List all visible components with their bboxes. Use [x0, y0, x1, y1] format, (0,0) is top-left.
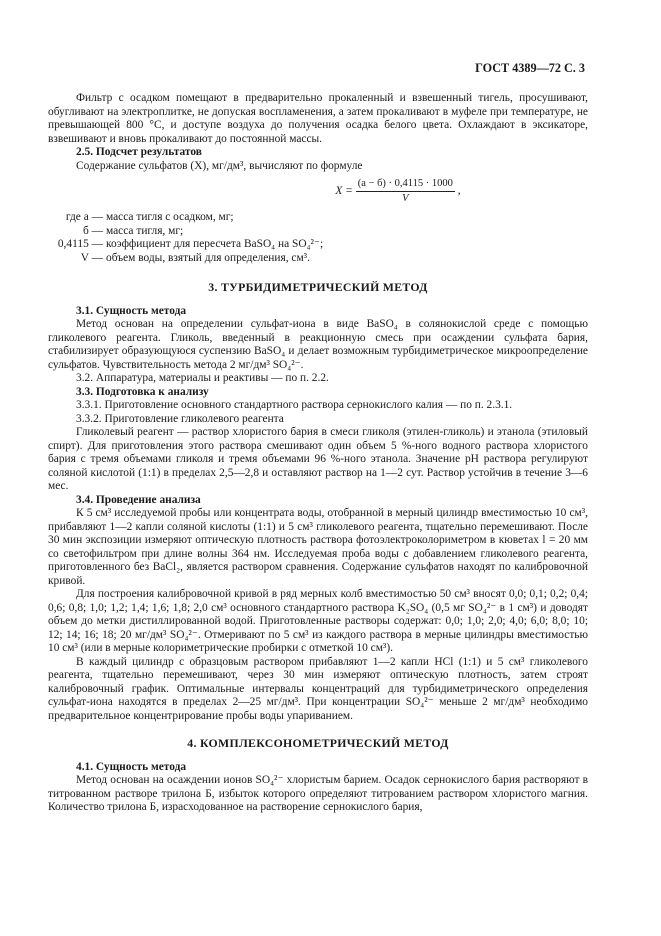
page-header: ГОСТ 4389—72 С. 3 — [475, 61, 585, 75]
definition-symbol: V — — [80, 251, 103, 264]
section-4-1-title: 4.1. Сущность метода — [76, 760, 187, 773]
definition-symbol: 0,4115 — — [57, 238, 103, 250]
definition-text: масса тигля с осадком, мг; — [106, 211, 234, 223]
definition-text: масса тигля, мг; — [106, 224, 184, 237]
section-3-2-text: 3.2. Аппаратура, материалы и реактивы — по п. 2.2. — [76, 372, 329, 384]
section-3-4-paragraph-2: Для построения калибровочной кривой в ряд мерных колб вместимостью 50 см³ вносят 0,0; 0,1; 0,2; 0,4; 0,6; 0,8; 1,0; 1,2; 1,4; 1,6; 1,8; 2,0 см³ основного стандартного раствора K₂SO₄ (0,5 мг SO₄²⁻ в 1 см³) и доводят объем до метки дистиллированной водой. Приготовленные растворы содержат: 0,0; 1,0; 2,0; 4,0; 6,0; 8,0; 10; 12; 14; 16; 18; 20 мг/дм³ SO₄²⁻. Отмеривают по 5 см³ из каждого раствора в мерные цилиндры вместимостью 10 см³ (или в мерные колориметрические пробирки с отметкой 10 см³). — [48, 588, 588, 654]
section-3-1-title: 3.1. Сущность метода — [76, 304, 187, 317]
document-body — [48, 0, 588, 815]
section-3-3-2-text: Гликолевый реагент — раствор хлористого бария в смеси гликоля (этилен-гликоль) и этанола (этиловый спирт). Для приготовления этого раствора смешивают один объем 5 %-ного водного раствора хлористого бария с тремя объемами гликоля и тремя объемами 96 %-ного этанола. Значение pH раствора регулируют соляной кислотой (1:1) в пределах 2,5—2,8 и оставляют раствор на 1—2 сут. Раствор устойчив в течение 3—6 мес. — [48, 426, 588, 492]
section-3-3-title: 3.3. Подготовка к анализу — [76, 385, 209, 398]
section-3-4-title: 3.4. Проведение анализа — [76, 493, 201, 506]
formula-tail: , — [457, 184, 461, 197]
section-2-5-text: Содержание сульфатов (X), мг/дм³, вычисляют по формуле — [76, 159, 363, 172]
definition-symbol: где a — — [65, 211, 103, 223]
section-3-1-text: Метод основан на определении сульфат-иона в виде BaSO₄ в солянокислой среде с помощью гликолевого реагента. Гликоль, введенный в реакционную смесь при осаждении сульфата бария, стабилизирует образующуюся суспензию BaSO₄ и делает возможным турбидиметрическое микроопределение сульфатов. Чувствительность метода 2 мг/дм³ SO₄²⁻. — [48, 318, 588, 371]
definition-text: объем воды, взятый для определения, см³. — [106, 251, 310, 264]
definition-row — [48, 252, 588, 266]
formula-lhs: X = — [335, 184, 353, 197]
formula-numerator: (a − б) · 0,4115 · 1000 — [356, 177, 455, 192]
intro-paragraph: Фильтр с осадком помещают в предварительно прокаленный и взвешенный тигель, просушивают, обугливают на электроплитке, не допуская воспламенения, а затем прокаливают в муфеле при температуре, не превышающей 800 °С, и доступе воздуха до получения осадка белого цвета. Охлаждают в эксикаторе, взвешивают и вновь прокаливают до постоянной массы. — [48, 92, 588, 145]
definition-row — [48, 211, 588, 225]
section-4-1-text: Метод основан на осаждении ионов SO₄²⁻ хлористым барием. Осадок сернокислого бария растворяют в титрованном растворе трилона Б, избыток которого определяют титрованием раствором хлористого магния. Количество трилона Б, израсходованное на растворение сернокислого бария, — [48, 774, 588, 813]
definition-row — [48, 225, 588, 239]
formula-fraction — [356, 177, 455, 205]
section-3-3-2-title: 3.3.2. Приготовление гликолевого реагента — [76, 412, 284, 425]
definition-text: коэффициент для пересчета BaSO₄ на SO₄²⁻; — [106, 238, 324, 250]
definition-row — [48, 238, 588, 252]
section-3-heading: 3. ТУРБИДИМЕТРИЧЕСКИЙ МЕТОД — [208, 280, 428, 294]
section-3-4-paragraph-3: В каждый цилиндр с образцовым раствором прибавляют 1—2 капли HCl (1:1) и 5 см³ гликолевого реагента, тщательно перемешивают, через 30 мин измеряют оптическую плотность, затем строят калибровочный график. Оптимальные интервалы концентраций для турбидиметрического определения сульфат-иона находятся в пределах 2—25 мг/дм³. При концентрации SO₄²⁻ меньше 2 мг/дм³ необходимо предварительное концентрирование пробы воды упариванием. — [48, 655, 588, 722]
section-2-5-title: 2.5. Подсчет результатов — [76, 146, 202, 158]
formula-denominator: V — [402, 192, 409, 204]
formula — [48, 177, 588, 207]
section-4-heading: 4. КОМПЛЕКСОНОМЕТРИЧЕСКИЙ МЕТОД — [187, 736, 449, 750]
section-3-3-1-text: 3.3.1. Приготовление основного стандартного раствора сернокислого калия — по п. 2.3.1. — [76, 399, 513, 411]
definition-symbol: б — — [82, 224, 103, 237]
section-3-4-paragraph-1: К 5 см³ исследуемой пробы или концентрата воды, отобранной в мерный цилиндр вместимостью 10 см³, прибавляют 1—2 капли соляной кислоты (1:1) и 5 см³ гликолевого реагента, тщательно перемешивают. После 30 мин экспозиции измеряют оптическую плотность раствора фотоэлектроколориметром в кюветах l = 20 мм со светофильтром при длине волны 364 нм. Исследуемая проба воды с добавлением гликолевого реагента, приготовленного без BaCl₂, является раствором сравнения. Содержание сульфатов находят по калибровочной кривой. — [48, 507, 588, 587]
